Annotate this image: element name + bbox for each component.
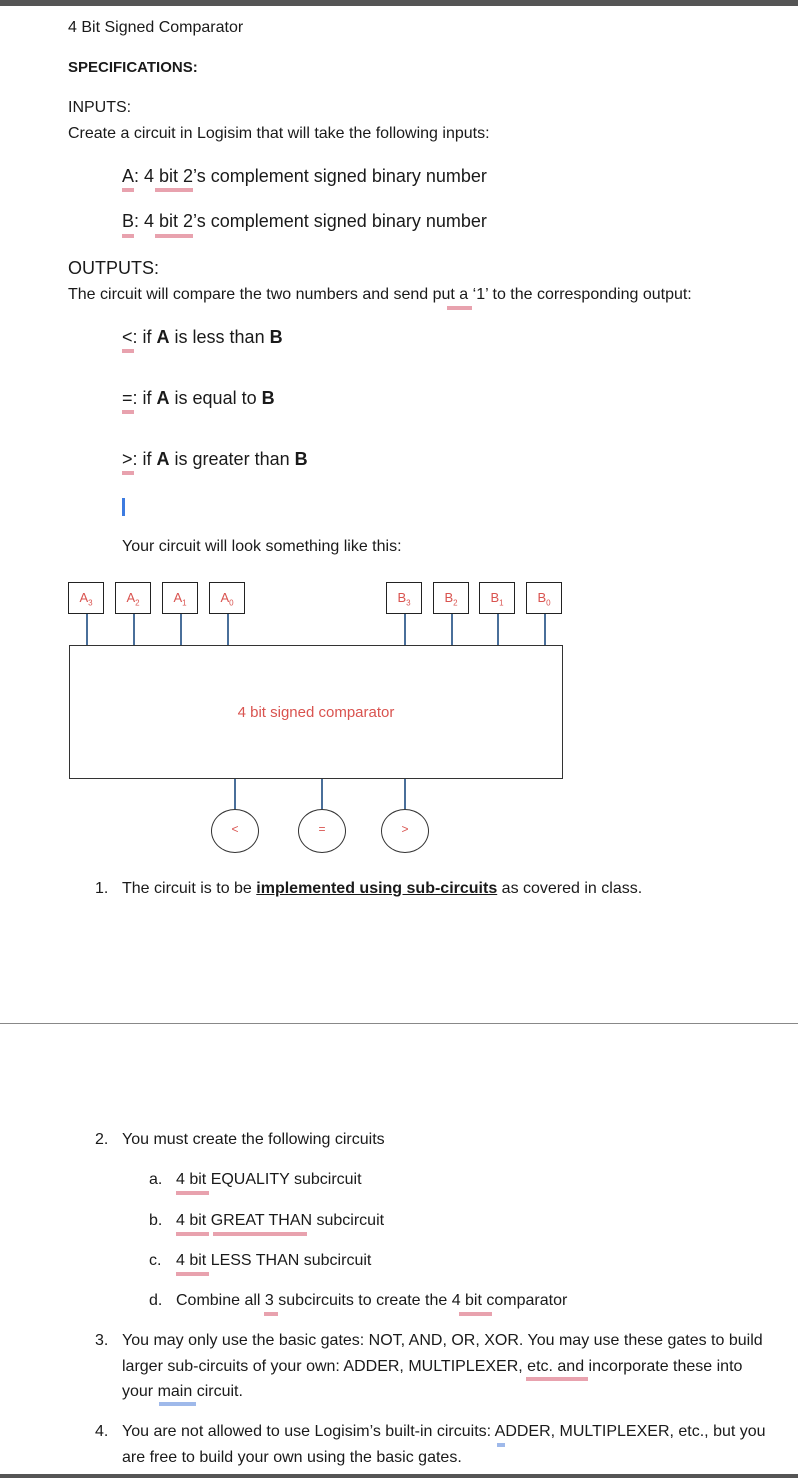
spell-mark (176, 1232, 209, 1236)
text-cursor (122, 498, 125, 516)
spell-mark (122, 188, 134, 192)
grammar-mark (497, 1443, 505, 1447)
sub-item-d-letter: d. (149, 1292, 163, 1309)
spell-mark (526, 1377, 588, 1381)
wire (451, 614, 453, 645)
spell-mark (155, 188, 193, 192)
sub-item-b-letter: b. (149, 1212, 163, 1229)
item-3-line-3: your main circuit. (122, 1383, 243, 1400)
comparator-label: 4 bit signed comparator (237, 704, 395, 721)
sub-item-c: 4 bit LESS THAN subcircuit (176, 1252, 372, 1269)
spell-mark (176, 1272, 209, 1276)
spell-mark (122, 349, 134, 353)
sub-item-b: 4 bit GREAT THAN subcircuit (176, 1212, 385, 1229)
output-greater-line: >: if A is greater than B (122, 449, 308, 469)
item-2-number: 2. (95, 1131, 109, 1148)
output-equal-line: =: if A is equal to B (122, 388, 275, 408)
output-greater-pin: > (381, 809, 429, 853)
output-equal-pin: = (298, 809, 346, 853)
pin-a2: $A_2$ (115, 582, 151, 614)
doc-title: 4 Bit Signed Comparator (68, 19, 244, 36)
sub-item-c-letter: c. (149, 1252, 162, 1269)
grammar-mark (159, 1402, 196, 1406)
wire (544, 614, 546, 645)
item-3-number: 3. (95, 1332, 109, 1349)
wire (497, 614, 499, 645)
pin-b0: $B_0$ (526, 582, 562, 614)
specifications-heading: SPECIFICATIONS: (68, 59, 198, 76)
spell-mark (155, 234, 193, 238)
item-1-emphasis: implemented using sub-circuits (256, 880, 498, 897)
top-border (0, 0, 798, 6)
bottom-border (0, 1474, 798, 1478)
pin-b1: $B_1$ (479, 582, 515, 614)
wire (404, 779, 406, 809)
wire (133, 614, 135, 645)
item-2: You must create the following circuits (122, 1131, 385, 1148)
sub-item-a-letter: a. (149, 1171, 163, 1188)
item-3-line-2: larger sub-circuits of your own: ADDER, MULTIPLEXER, etc. and incorporate these into (122, 1358, 743, 1375)
sub-item-a: 4 bit EQUALITY subcircuit (176, 1171, 362, 1188)
spell-mark (447, 306, 472, 310)
output-symbol: < (122, 327, 133, 347)
item-3-line-1: You may only use the basic gates: NOT, AND, OR, XOR. You may use these gates to build (122, 1332, 763, 1349)
item-1-number: 1. (95, 880, 109, 897)
output-less-line: <: if A is less than B (122, 327, 283, 347)
input-a-label: A (122, 166, 135, 186)
sub-item-d: Combine all 3 subcircuits to create the 4 bit comparator (176, 1292, 568, 1309)
wire (180, 614, 182, 645)
spell-mark (176, 1191, 209, 1195)
item-4-number: 4. (95, 1423, 109, 1440)
input-a-line (122, 166, 487, 187)
wire (86, 614, 88, 645)
circuit-intro: Your circuit will look something like this: (122, 538, 402, 555)
wire (404, 614, 406, 645)
output-symbol: > (122, 449, 133, 469)
spell-mark (459, 1312, 492, 1316)
input-b-desc: : 4 bit 2’s complement signed binary number (134, 211, 487, 231)
pin-a0: $A_0$ (209, 582, 245, 614)
output-symbol: = (122, 388, 133, 408)
wire (321, 779, 323, 809)
output-less-pin: < (211, 809, 259, 853)
spell-mark (213, 1232, 307, 1236)
pin-b3: $B_3$ (386, 582, 422, 614)
pin-b2: $B_2$ (433, 582, 469, 614)
spell-mark (264, 1312, 278, 1316)
spell-mark (122, 471, 134, 475)
pin-a1: $A_1$ (162, 582, 198, 614)
page-break (0, 1023, 798, 1024)
wire (234, 779, 236, 809)
input-a-desc: : 4 bit 2’s complement signed binary number (134, 166, 487, 186)
outputs-heading: OUTPUTS: (68, 258, 160, 278)
item-1: The circuit is to be implemented using sub-circuits as covered in class. (122, 880, 643, 897)
input-b-label: B (122, 211, 135, 231)
item-4-line-2: are free to build your own using the basic gates. (122, 1449, 462, 1466)
wire (227, 614, 229, 645)
item-4-line-1: You are not allowed to use Logisim’s built-in circuits: ADDER, MULTIPLEXER, etc., but you (122, 1423, 766, 1440)
inputs-heading: INPUTS: (68, 99, 132, 116)
input-b-line (122, 211, 487, 232)
spell-mark (122, 410, 134, 414)
outputs-intro: The circuit will compare the two numbers and send put a ‘1’ to the corresponding output: (68, 286, 692, 303)
pin-a3: $A_3$ (68, 582, 104, 614)
comparator-block (69, 645, 563, 779)
inputs-intro: Create a circuit in Logisim that will take the following inputs: (68, 125, 490, 142)
spell-mark (122, 234, 134, 238)
